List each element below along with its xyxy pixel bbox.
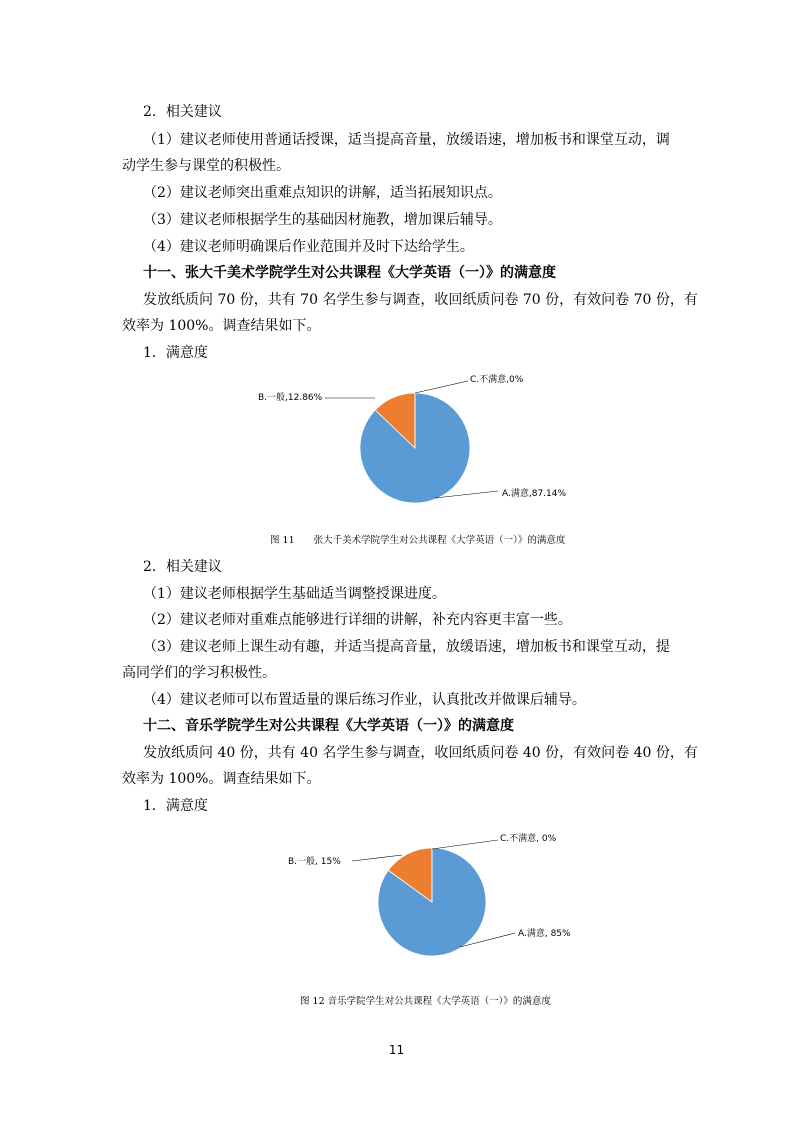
pie-chart-figure-12	[280, 825, 610, 965]
pie-label-unsatisfied: C.不满意, 0%	[500, 834, 557, 844]
pie-label-satisfied: A.满意,87.14%	[502, 489, 567, 499]
section11-heading: 十一、张大千美术学院学生对公共课程《大学英语（一）》的满意度	[143, 265, 556, 281]
section10-suggestion-1-line2: 动学生参与课堂的积极性。	[122, 158, 290, 174]
section11-suggestion-3-line1: （3）建议老师上课生动有趣，并适当提高音量，放缓语速，增加板书和课堂互动，提	[143, 639, 670, 655]
pie-label-average: B.一般, 15%	[288, 857, 341, 867]
section11-satisfaction-subtitle: 1．满意度	[143, 345, 208, 361]
section11-paragraph-line1: 发放纸质问 70 份，共有 70 名学生参与调查，收回纸质问卷 70 份，有效问卷 70 份，有	[143, 292, 698, 308]
section10-suggestion-3: （3）建议老师根据学生的基础因材施教，增加课后辅导。	[143, 212, 502, 228]
section12-heading: 十二、音乐学院学生对公共课程《大学英语（一）》的满意度	[143, 718, 514, 734]
section11-suggestion-3-line2: 高同学们的学习积极性。	[122, 665, 276, 681]
figure-12-caption: 图 12 音乐学院学生对公共课程《大学英语（一）》的满意度	[300, 996, 551, 1007]
section11-suggestion-4: （4）建议老师可以布置适量的课后练习作业，认真批改并做课后辅导。	[143, 692, 586, 708]
section11-paragraph-line2: 效率为 100%。调查结果如下。	[122, 318, 321, 334]
pie-label-unsatisfied: C.不满意,0%	[470, 375, 524, 385]
section11-suggestion-1: （1）建议老师根据学生基础适当调整授课进度。	[143, 586, 446, 602]
section11-suggestions-title: 2．相关建议	[143, 559, 222, 575]
section12-paragraph-line1: 发放纸质问 40 份，共有 40 名学生参与调查，收回纸质问卷 40 份，有效问卷 40 份，有	[143, 745, 698, 761]
pie-label-average: B.一般,12.86%	[258, 393, 323, 403]
page-number: 11	[388, 1043, 405, 1057]
section12-paragraph-line2: 效率为 100%。调查结果如下。	[122, 771, 321, 787]
section10-suggestion-2: （2）建议老师突出重难点知识的讲解，适当拓展知识点。	[143, 185, 502, 201]
figure-11-caption: 图 11 张大千美术学院学生对公共课程《大学英语（一）》的满意度	[270, 535, 566, 546]
section10-suggestion-4: （4）建议老师明确课后作业范围并及时下达给学生。	[143, 239, 474, 255]
section11-suggestion-2: （2）建议老师对重难点能够进行详细的讲解，补充内容更丰富一些。	[143, 612, 572, 628]
section10-suggestions-title: 2．相关建议	[143, 104, 222, 120]
section12-satisfaction-subtitle: 1．满意度	[143, 798, 208, 814]
pie-chart-figure-11	[250, 365, 590, 520]
pie-label-satisfied: A.满意, 85%	[518, 929, 571, 939]
section10-suggestion-1-line1: （1）建议老师使用普通话授课，适当提高音量，放缓语速，增加板书和课堂互动，调	[143, 132, 670, 148]
